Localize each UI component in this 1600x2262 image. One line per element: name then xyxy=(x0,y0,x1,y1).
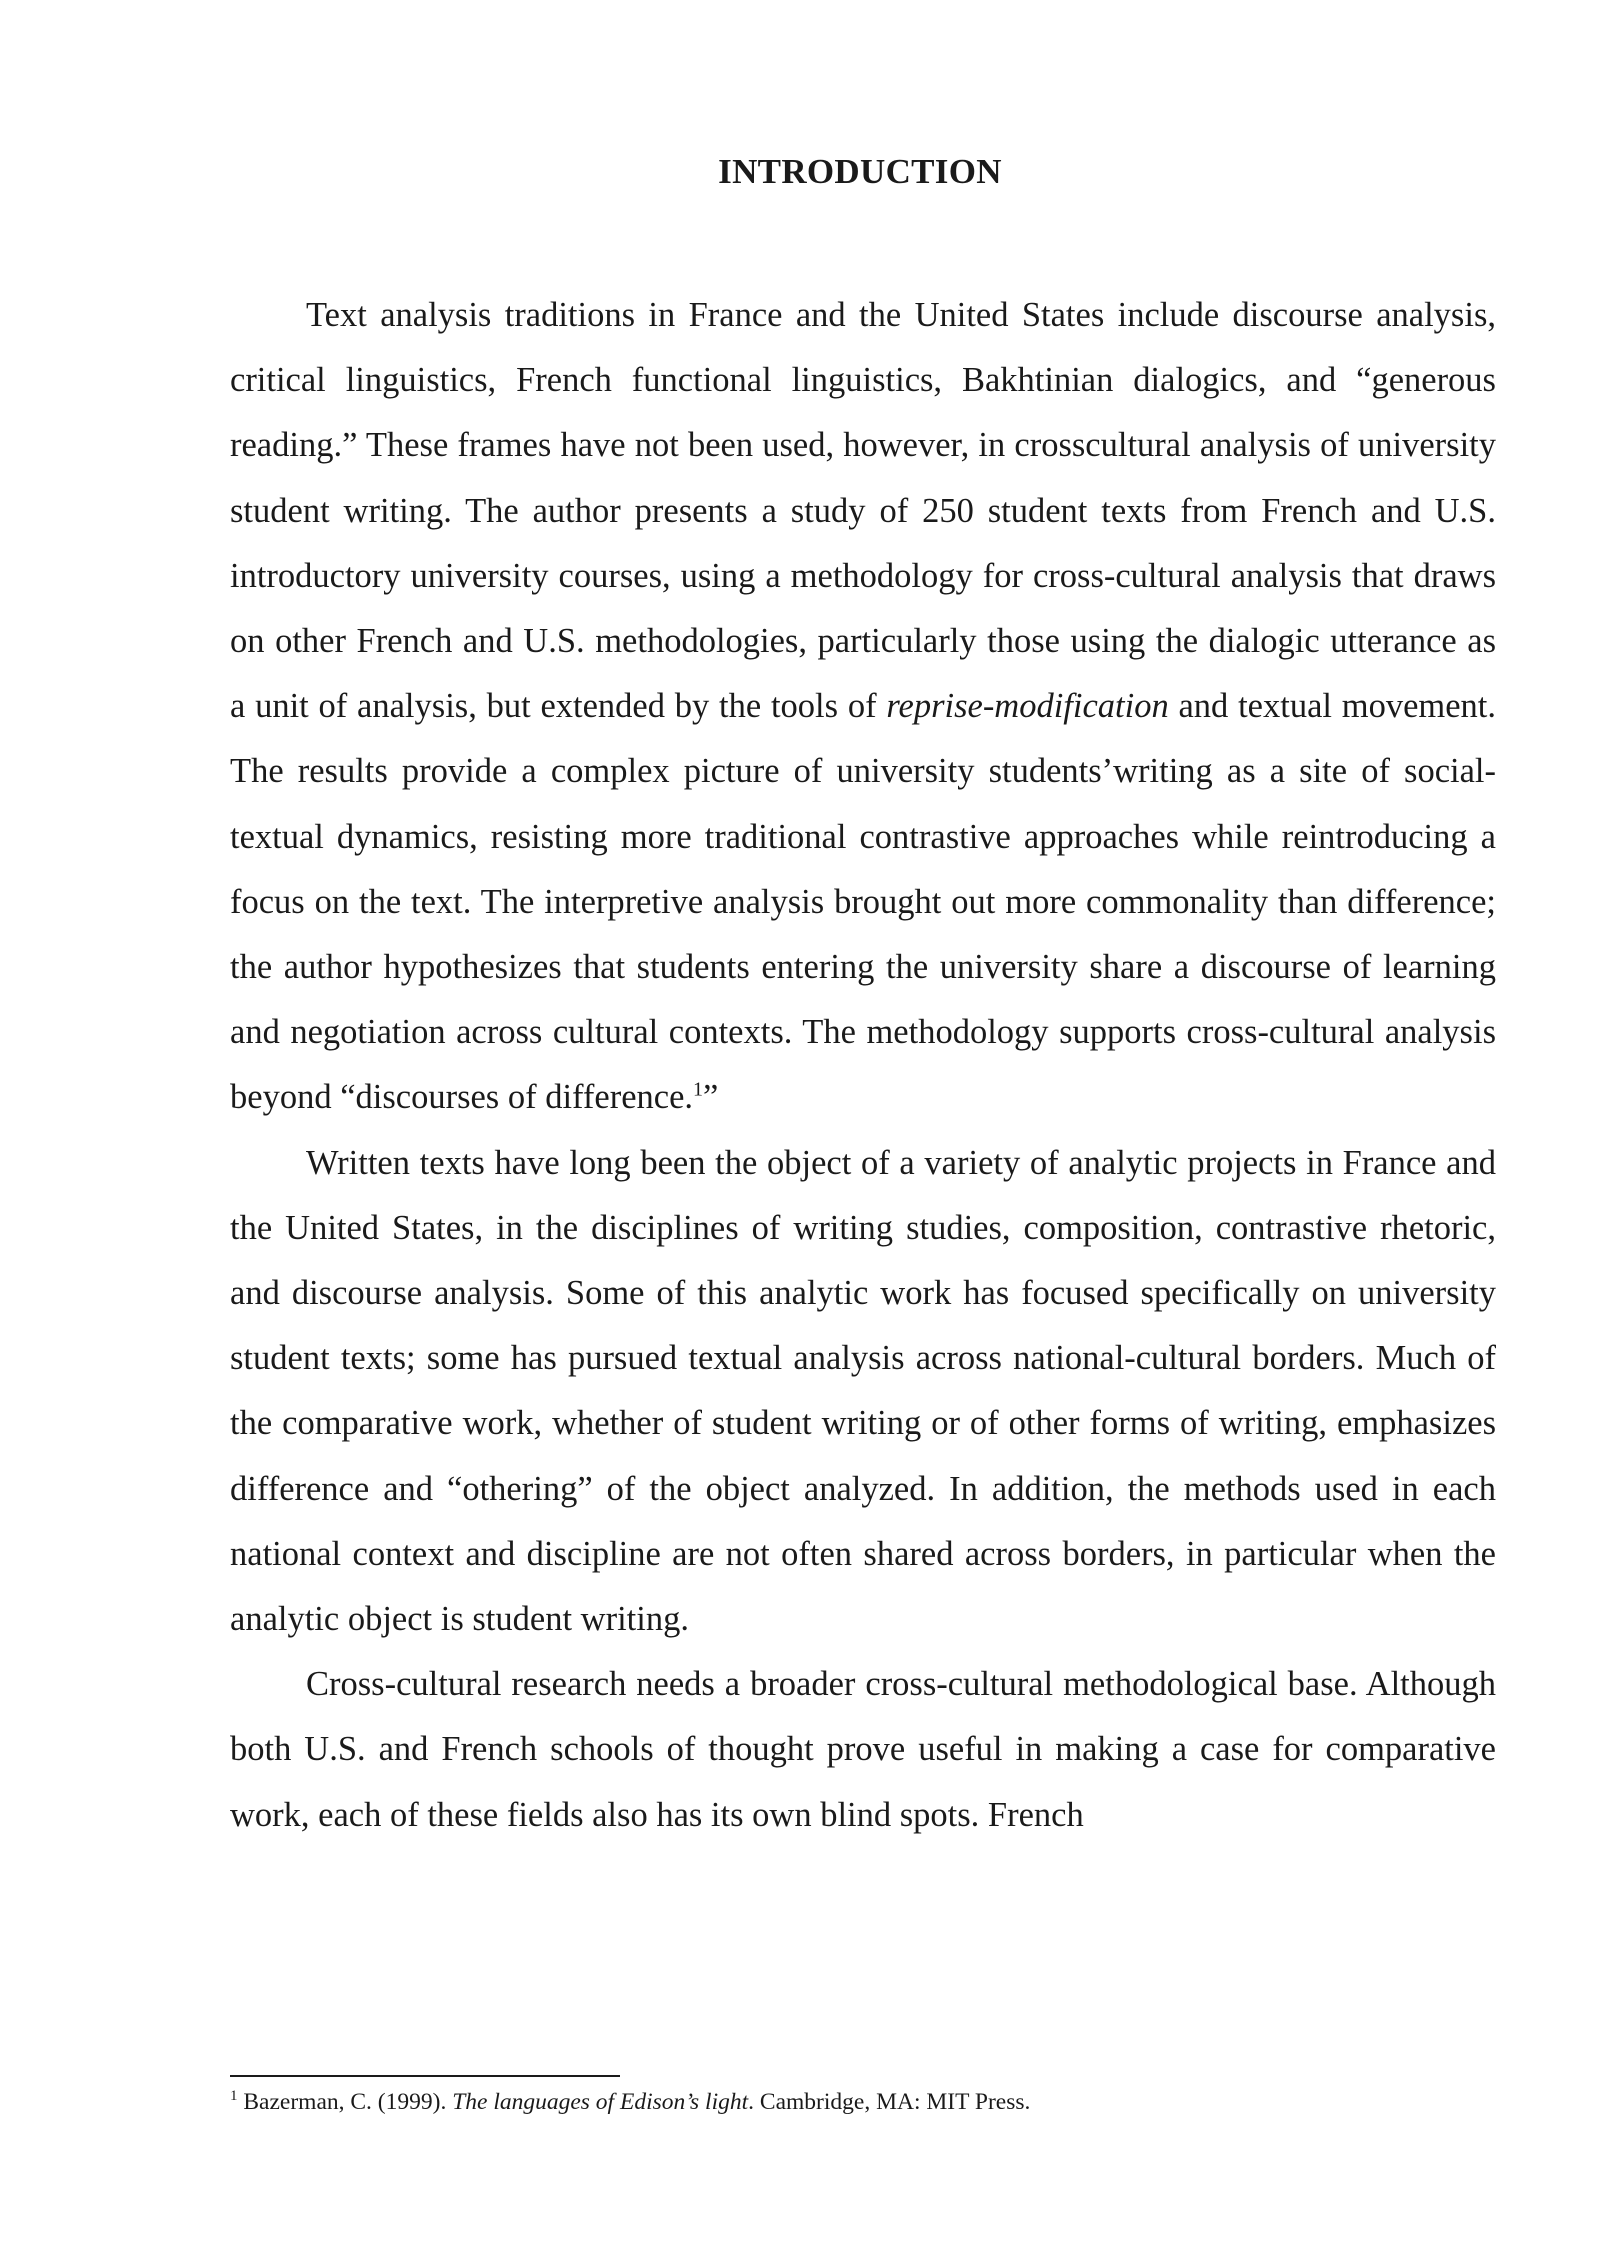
footnote-number: 1 xyxy=(230,2088,238,2105)
paragraph-2: Written texts have long been the object of a variety of analytic projects in France and the United States, in the disciplines of writing studies, composition, contrastive rhetoric, and discourse analysis. Some of this analytic work has focused specifically on university student texts; some has pursued textual analysis across national-cultural borders. Much of the comparative work, whether of student writing or of other forms of writing, emphasizes difference and “othering” of the object analyzed. In addition, the methods used in each national context and discipline are not often shared across borders, in particular when the analytic object is student writing. xyxy=(230,1143,1496,1639)
footnote-divider xyxy=(230,2075,620,2077)
page-title: INTRODUCTION xyxy=(718,152,1002,191)
paragraph-1-text-b: and textual movement. The results provide a complex picture of university students’writing as a site of social-textual dynamics, resisting more traditional contrastive approaches while reintroducing a focus on the text. The interpretive analysis brought out more commonality than difference; the author hypothesizes that students entering the university share a discourse of learning and negotiation across cultural contexts. The methodology supports cross-cultural analysis beyond “discourses of difference. xyxy=(230,687,1496,1117)
footnote xyxy=(230,2086,1496,2118)
paragraph-1-closing-quote: ” xyxy=(703,1078,719,1117)
paragraph-1-italic-term: reprise-modification xyxy=(886,687,1169,726)
paragraph-1 xyxy=(230,283,1496,1131)
paragraph-1-text-a: Text analysis traditions in France and the United States include discourse analysis, critical linguistics, French functional linguistics, Bakhtinian dialogics, and “generous reading.” These frames have not been used, however, in crosscultural analysis of university student writing. The author presents a study of 250 student texts from French and U.S. introductory university courses, using a methodology for cross-cultural analysis that draws on other French and U.S. methodologies, particularly those using the dialogic utterance as a unit of analysis, but extended by the tools of xyxy=(230,296,1496,726)
footnote-reference[interactable]: 1 xyxy=(693,1078,704,1101)
footnote-author-year: Bazerman, C. (1999). xyxy=(237,2089,453,2115)
paragraph-3: Cross-cultural research needs a broader cross-cultural methodological base. Although both U.S. and French schools of thought prove useful in making a case for comparative work, each of these fields also has its own blind spots. French xyxy=(230,1665,1496,1834)
body-text xyxy=(230,283,1496,1848)
footnote-publisher: . Cambridge, MA: MIT Press. xyxy=(748,2089,1031,2115)
footnote-book-title: The languages of Edison’s light xyxy=(452,2089,749,2115)
